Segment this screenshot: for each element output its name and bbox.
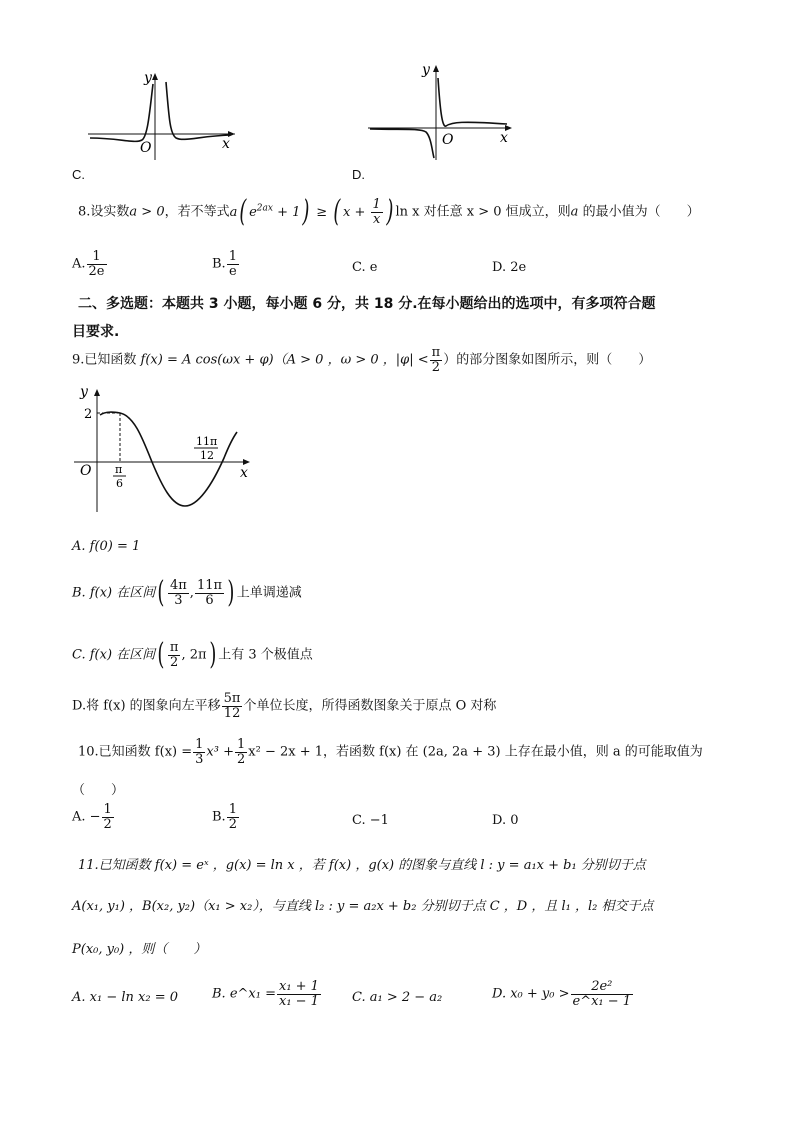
q11-option-b: B. e^x₁ = $\frac{\text{x₁ + 1}}{\text{x₁ − 1}}$ — [212, 979, 319, 1009]
q11-option-a: A. x₁ − ln x₂ = 0 — [72, 990, 178, 1005]
q8-prefix: 8.设实数 — [78, 204, 130, 220]
q9-option-a: A. f(0) = 1 — [72, 539, 141, 554]
q8-option-a: A. $\frac{1}{2e}$ — [72, 249, 105, 279]
q9-tick1-num: π — [115, 463, 123, 476]
q9-graph-x-label: x — [240, 465, 248, 481]
q10-option-d: D. 0 — [492, 813, 519, 828]
q10-option-b: B. $\frac{1}{2}$ — [212, 802, 237, 832]
q8-mid: ，若不等式 — [164, 204, 230, 220]
q9-graph — [72, 382, 257, 514]
graph-c-label: C. — [72, 167, 85, 182]
graph-d-x-label: x — [500, 130, 508, 146]
q9-tick2-den: 12 — [200, 449, 214, 462]
q9-tick2-num: 11π — [196, 435, 218, 448]
q10-option-a: A. − $\frac{1}{2}$ — [72, 802, 112, 832]
graph-c-origin: O — [140, 140, 152, 156]
q9-graph-svg — [72, 382, 257, 514]
q9-graph-y-label: y — [80, 384, 88, 400]
q11-option-d: D. x₀ + y₀ > $\frac{\text{2e²}}{\text{e\textasciicircum{}x₁ − 1}}$ — [492, 979, 632, 1009]
graph-c-y-label: y — [144, 70, 152, 86]
section2-line2: 目要求. — [72, 324, 120, 340]
graph-c — [80, 68, 250, 163]
q8-option-d: D. 2e — [492, 260, 527, 275]
graph-d-y-label: y — [422, 62, 430, 78]
graph-d-svg — [362, 58, 522, 163]
graph-d-label: D. — [352, 167, 365, 182]
q9-option-d: D.将 f(x) 的图象向左平移 $\frac{5\pi}{12}$ 个单位长度，所得函数图象关于原点 O 对称 — [72, 691, 497, 721]
graph-c-x-label: x — [222, 136, 230, 152]
q11-line3: P(x₀, y₀) ，则（ ） — [72, 942, 207, 957]
q9-option-c: C. f(x) 在区间( $\frac{\pi}{2}$ , 2π) 上有 3 个极值点 — [72, 637, 313, 672]
q8-end: 的最小值为（ ） — [578, 204, 700, 220]
q8-inequality-left: a( $e^{2ax} + 1$) ≥ ( x + $\frac{1}{x}$ ) — [229, 194, 394, 229]
q10-paren: （ ） — [72, 783, 125, 798]
graph-d-origin: O — [442, 132, 454, 148]
q9-tick1-den: 6 — [116, 477, 123, 490]
q8-stem — [78, 194, 700, 229]
section2-line1: 二、多选题：本题共 3 小题，每小题 6 分，共 18 分.在每小题给出的选项中，有多项符合题 — [78, 296, 656, 312]
q8-tail: ln x 对任意 x > 0 恒成立，则 — [395, 204, 571, 220]
q10-option-c: C. −1 — [352, 813, 389, 828]
q9-graph-origin: O — [80, 463, 92, 479]
q11-option-c: C. a₁ > 2 − a₂ — [352, 990, 443, 1005]
q8-a: a — [570, 204, 579, 220]
graph-c-svg — [80, 68, 250, 163]
q11-line2: A(x₁, y₁) ，B(x₂, y₂)（x₁ > x₂），与直线 l₂ : y = a₂x + b₂ 分别切于点 C ，D ，且 l₁ ，l₂ 相交于点 — [72, 899, 654, 914]
q11-line1: 11.已知函数 f(x) = eˣ ，g(x) = ln x ，若 f(x) ，g(x) 的图象与直线 l : y = a₁x + b₁ 分别切于点 — [78, 858, 646, 873]
q9-stem: 9.已知函数 f(x) = A cos(ωx + φ)（A > 0 ，ω > 0 ，|φ| < $\frac{\pi}{2}$ ）的部分图象如图所示，则（ ） — [72, 345, 652, 375]
q8-option-c: C. e — [352, 260, 378, 275]
graph-d — [362, 58, 522, 163]
q9-graph-peak: 2 — [84, 407, 93, 422]
q8-cond: a > 0 — [129, 204, 165, 220]
q10-stem: 10.已知函数 f(x) = $\frac{1}{3}$ x³ + $\frac{1}{2}$ x² − 2x + 1，若函数 f(x) 在 (2a, 2a + 3) 上存在最小值，则 a 的可能取值为 — [78, 737, 703, 767]
q8-option-b: B. $\frac{1}{e}$ — [212, 249, 237, 279]
q9-option-b: B. f(x) 在区间( $\frac{4\pi}{3}$ , $\frac{11\pi}{6}$ ) 上单调递减 — [72, 575, 302, 610]
